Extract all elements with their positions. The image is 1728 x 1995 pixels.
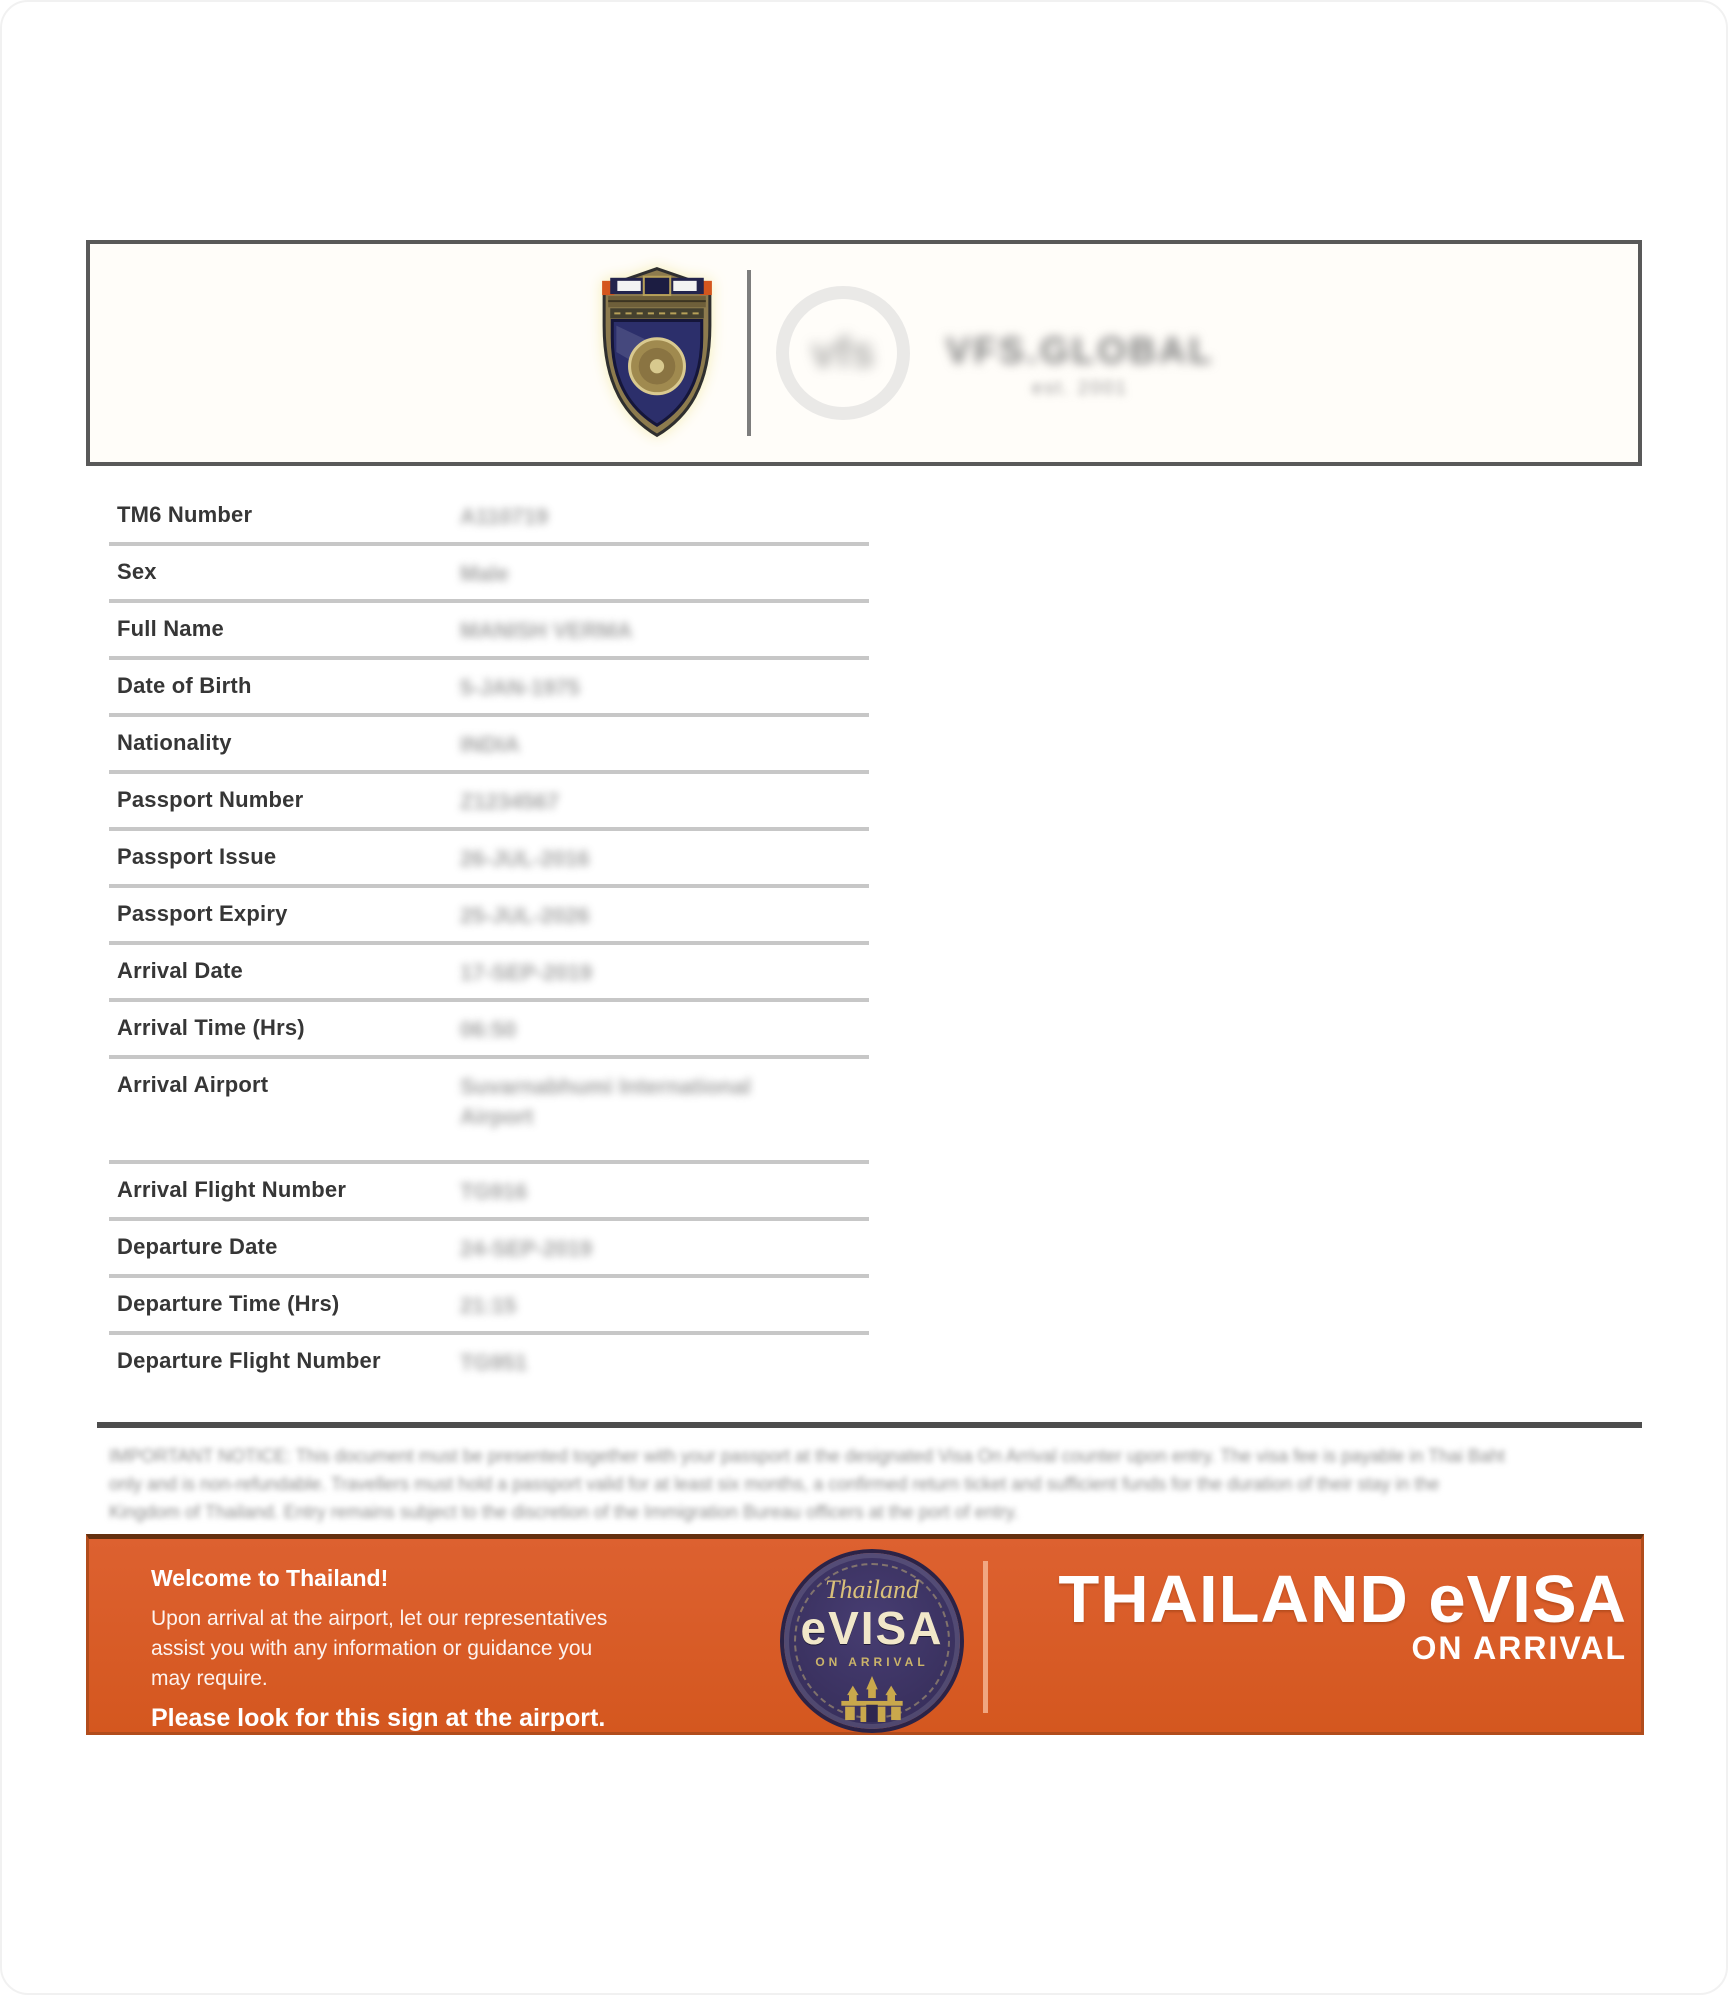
field-value-redacted: Suvarnabhumi International Airport <box>460 1074 751 1129</box>
footer-divider-line <box>983 1561 988 1713</box>
field-label: Departure Time (Hrs) <box>117 1291 340 1316</box>
field-label: Arrival Date <box>117 958 243 983</box>
field-label: Sex <box>117 559 157 584</box>
field-value-redacted: 25-JUL-2026 <box>460 903 590 928</box>
field-value-redacted: TG916 <box>460 1179 528 1204</box>
field-label: Departure Date <box>117 1234 278 1259</box>
field-label: Passport Number <box>117 787 304 812</box>
table-row <box>109 717 869 774</box>
tm6-form-table <box>109 489 869 1392</box>
brand-subtitle: ON ARRIVAL <box>1411 1630 1627 1666</box>
table-row <box>109 660 869 717</box>
table-row <box>109 489 869 546</box>
brand-block <box>1058 1561 1627 1667</box>
header-divider-line <box>747 270 751 436</box>
table-row <box>109 774 869 831</box>
field-value-redacted: 24-SEP-2019 <box>460 1236 593 1261</box>
field-label: Departure Flight Number <box>117 1348 381 1373</box>
field-label: Passport Issue <box>117 844 277 869</box>
table-row <box>109 1002 869 1059</box>
table-row <box>109 945 869 1002</box>
vfs-global-logo-text <box>920 330 1240 400</box>
table-row <box>109 1221 869 1278</box>
welcome-body: Upon arrival at the airport, let our representatives assist you with any information or guidance you may require. <box>151 1607 608 1690</box>
disclaimer-line: only and is non-refundable. Travellers must hold a passport valid for at least six months, a confirmed return ticket and sufficient funds for the duration of their stay in the <box>109 1474 1440 1494</box>
disclaimer-line: Kingdom of Thailand. Entry remains subject to the discretion of the Immigration Bureau officers at the port of entry. <box>109 1502 1019 1522</box>
vfs-logo-blurred-center: vfs <box>811 328 875 377</box>
field-label: Passport Expiry <box>117 901 288 926</box>
disclaimer-text-blurred <box>109 1442 1619 1526</box>
section-divider-rule <box>97 1422 1642 1428</box>
table-row <box>109 1278 869 1335</box>
field-value-redacted: TG951 <box>460 1350 528 1375</box>
field-value-redacted: Z1234567 <box>460 789 560 814</box>
field-value-redacted: Male <box>460 561 509 586</box>
field-value-redacted: 21:15 <box>460 1293 517 1318</box>
thai-temple-icon <box>824 1676 920 1727</box>
table-row <box>109 546 869 603</box>
vfs-logo-tagline-blurred: est. 2001 <box>1031 378 1129 399</box>
field-label: Date of Birth <box>117 673 252 698</box>
vfs-logo-name-blurred: VFS.GLOBAL <box>945 330 1215 371</box>
field-value-redacted: 17-SEP-2019 <box>460 960 593 985</box>
table-row <box>109 1335 869 1392</box>
field-label: Arrival Time (Hrs) <box>117 1015 305 1040</box>
field-label: Nationality <box>117 730 232 755</box>
royal-thai-police-badge-icon <box>596 264 718 440</box>
field-label: Full Name <box>117 616 224 641</box>
table-row <box>109 603 869 660</box>
field-label: Arrival Airport <box>117 1072 269 1097</box>
thailand-evisa-badge-icon <box>784 1553 960 1729</box>
field-label: TM6 Number <box>117 502 253 527</box>
field-value-redacted: 06:50 <box>460 1017 517 1042</box>
table-row <box>109 888 869 945</box>
header-logo-box <box>86 240 1642 466</box>
field-value-redacted: 26-JUL-2016 <box>460 846 590 871</box>
evisa-badge-sub-text: ON ARRIVAL <box>815 1655 929 1669</box>
welcome-title: Welcome to Thailand! <box>151 1565 389 1591</box>
welcome-block <box>151 1565 651 1733</box>
welcome-signage-note: Please look for this sign at the airport. <box>151 1704 606 1732</box>
vfs-global-logo-mark <box>776 286 910 420</box>
evisa-badge-script-text: Thailand <box>825 1575 919 1604</box>
disclaimer-line: IMPORTANT NOTICE: This document must be presented together with your passport at the designated Visa On Arrival counter upon entry. The visa fee is payable in Thai Baht <box>109 1446 1506 1466</box>
field-value-redacted: INDIA <box>460 732 520 757</box>
field-value-redacted: MANISH VERMA <box>460 618 633 643</box>
field-label: Arrival Flight Number <box>117 1177 347 1202</box>
table-row <box>109 831 869 888</box>
field-value-redacted: A110719 <box>460 504 549 529</box>
footer-banner <box>86 1534 1644 1735</box>
brand-title: THAILAND eVISA <box>1058 1562 1627 1637</box>
table-row <box>109 1164 869 1221</box>
table-row <box>109 1059 869 1164</box>
evisa-badge-main-text: eVISA <box>800 1602 944 1654</box>
field-value-redacted: 5-JAN-1975 <box>460 675 580 700</box>
